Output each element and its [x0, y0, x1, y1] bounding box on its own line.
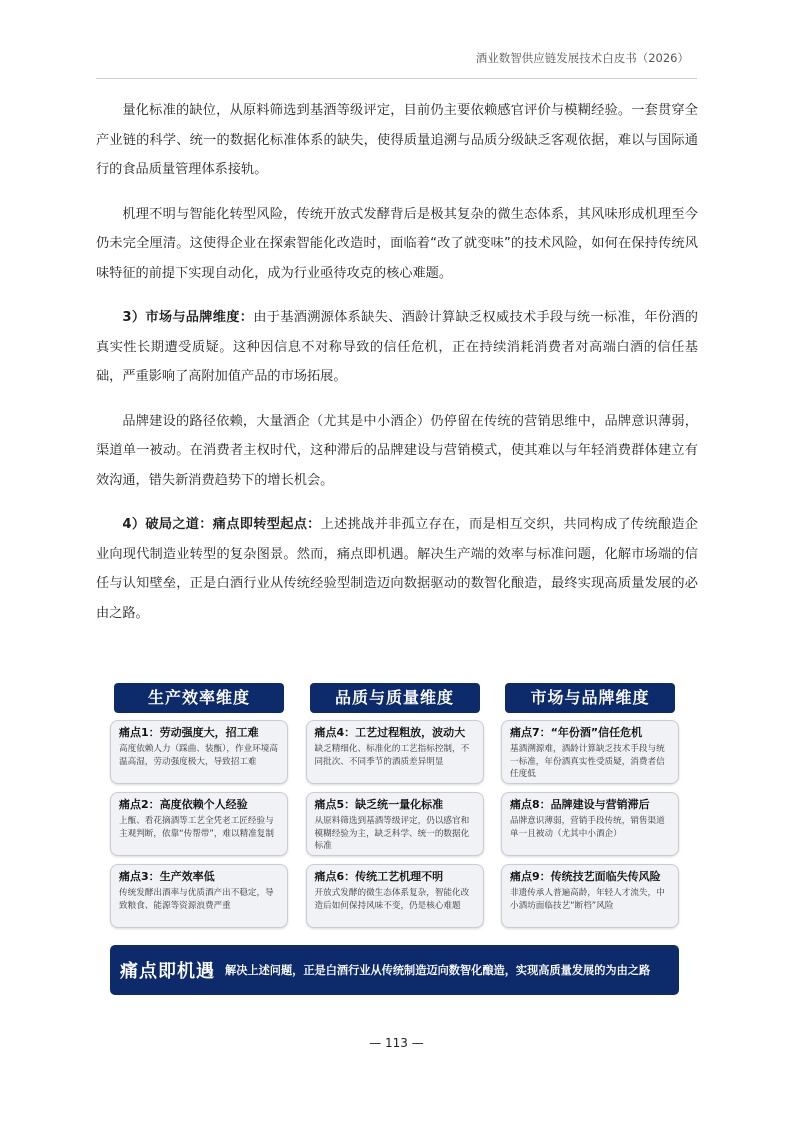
card-title: 痛点4：工艺过程粗放，波动大: [314, 726, 466, 739]
card-title: 痛点9：传统技艺面临失传风险: [510, 870, 661, 883]
pain-point-card-9: [501, 864, 679, 928]
pain-point-card-5: [306, 792, 484, 856]
card-description: 非遗传承人普遍高龄，年轻人才流失，中小酒坊面临技艺“断档”风险: [510, 888, 665, 911]
column-quality: [306, 683, 484, 936]
card-title: 痛点6：传统工艺机理不明: [314, 870, 444, 883]
paragraph-3-heading: 3）市场与品牌维度：: [122, 310, 254, 325]
pain-points-figure: [110, 683, 679, 998]
card-description: 基酒溯源难，酒龄计算缺乏技术手段与统一标准，年份酒真实性受质疑，消费者信任度低: [510, 744, 665, 779]
card-title: 痛点1：劳动强度大，招工难: [119, 726, 259, 739]
dimension-columns: [110, 683, 679, 936]
column-header: 生产效率维度: [114, 683, 284, 713]
card-description: 缺乏精细化、标准化的工艺指标控制，不同批次、不同季节的酒质差异明显: [314, 744, 470, 767]
page-number: — 113 —: [369, 1036, 424, 1050]
paragraph-3: [96, 303, 698, 392]
opportunity-banner: [110, 945, 679, 995]
banner-title: 痛点即机遇: [120, 961, 215, 982]
card-description: 上甑、看花摘酒等工艺全凭老工匠经验与主观判断，依靠“传帮带”，难以精准复制: [119, 816, 274, 839]
paragraph-5-text: 上述挑战并非孤立存在，而是相互交织，共同构成了传统酿造企业向现代制造业转型的复杂图景。然而，痛点即机遇。解决生产端的效率与标准问题，化解市场端的信任与认知壁垒，正是白酒行业从传统经验型制造迈向数据驱动的数智化酿造，最终实现高质量发展的必由之路。: [96, 517, 698, 621]
body-text: [96, 96, 698, 643]
pain-point-card-3: [110, 864, 288, 928]
card-title: 痛点3：生产效率低: [119, 870, 215, 883]
pain-point-card-8: [501, 792, 679, 856]
pain-point-card-6: [306, 864, 484, 928]
card-title: 痛点7：“年份酒”信任危机: [510, 726, 643, 739]
paragraph-1: 量化标准的缺位，从原料筛选到基酒等级评定，目前仍主要依赖感官评价与模糊经验。一套贯穿全产业链的科学、统一的数据化标准体系的缺失，使得质量追溯与品质分级缺乏客观依据，难以与国际通行的食品质量管理体系接轨。: [96, 103, 698, 177]
header-title: 酒业数智供应链发展技术白皮书（2026）: [475, 51, 689, 65]
pain-point-card-1: [110, 720, 288, 784]
column-production-efficiency: [110, 683, 288, 936]
pain-point-card-2: [110, 792, 288, 856]
card-description: 品牌意识薄弱，营销手段传统，销售渠道单一且被动（尤其中小酒企）: [510, 816, 665, 839]
paragraph-4: 品牌建设的路径依赖，大量酒企（尤其是中小酒企）仍停留在传统的营销思维中，品牌意识薄弱，渠道单一被动。在消费者主权时代，这种滞后的品牌建设与营销模式，使其难以与年轻消费群体建立有效沟通，错失新消费趋势下的增长机会。: [96, 413, 698, 488]
column-header: 品质与质量维度: [310, 683, 480, 713]
card-title: 痛点2：高度依赖个人经验: [119, 798, 248, 811]
header-divider: [96, 78, 697, 79]
column-market-brand: [501, 683, 679, 936]
card-description: 从原料筛选到基酒等级评定，仍以感官和模糊经验为主，缺乏科学、统一的数据化标准: [314, 816, 470, 851]
card-description: 传统发酵出酒率与优质酒产出不稳定，导致粮食、能源等资源浪费严重: [119, 888, 274, 911]
paragraph-3-text: 由于基酒溯源体系缺失、酒龄计算缺乏权威技术手段与统一标准，年份酒的真实性长期遭受质疑。这种因信息不对称导致的信任危机，正在持续消耗消费者对高端白酒的信任基础，严重影响了高附加值产品的市场拓展。: [96, 310, 698, 384]
column-header: 市场与品牌维度: [505, 683, 675, 713]
banner-text: 解决上述问题，正是白酒行业从传统制造迈向数智化酿造，实现高质量发展的为由之路: [225, 964, 651, 977]
card-description: 开放式发酵的微生态体系复杂，智能化改造后如何保持风味不变，仍是核心难题: [314, 888, 470, 911]
card-title: 痛点5：缺乏统一量化标准: [314, 798, 444, 811]
paragraph-5: [96, 510, 698, 628]
card-description: 高度依赖人力（踩曲、装甑），作业环境高温高湿，劳动强度极大，导致招工难: [119, 744, 278, 767]
pain-point-card-4: [306, 720, 484, 784]
card-title: 痛点8：品牌建设与营销滞后: [510, 798, 650, 811]
paragraph-5-heading: 4）破局之道：痛点即转型起点：: [122, 517, 321, 532]
pain-point-card-7: [501, 720, 679, 784]
paragraph-2: 机理不明与智能化转型风险，传统开放式发酵背后是极其复杂的微生态体系，其风味形成机理至今仍未完全厘清。这使得企业在探索智能化改造时，面临着“改了就变味”的技术风险，如何在保持传统风味特征的前提下实现自动化，成为行业亟待攻克的核心难题。: [96, 206, 698, 281]
